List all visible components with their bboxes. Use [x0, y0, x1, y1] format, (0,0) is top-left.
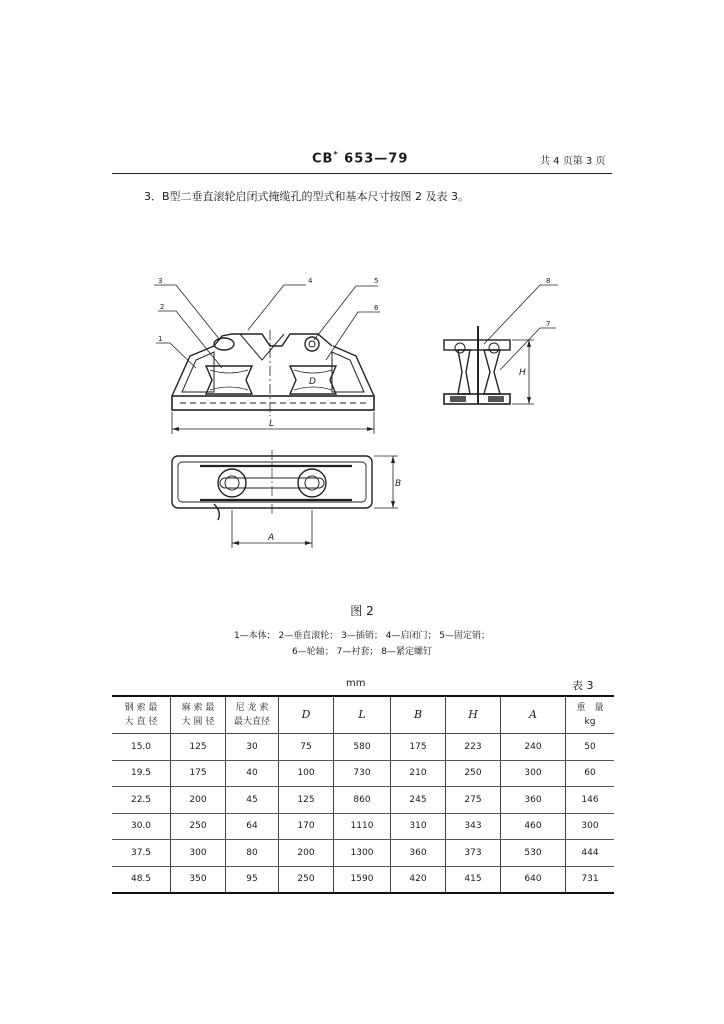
callout-5: 5	[374, 277, 379, 285]
table-row	[112, 787, 614, 814]
table-cell: 64	[226, 813, 279, 840]
table-number: 表 3	[572, 679, 594, 692]
table-cell: 343	[446, 813, 501, 840]
table-row	[112, 760, 614, 787]
table-cell: 175	[171, 760, 226, 787]
table-cell: 223	[446, 734, 501, 761]
table-cell: 200	[171, 787, 226, 814]
table-cell: 75	[279, 734, 334, 761]
table-cell: 80	[226, 840, 279, 867]
table-cell: 45	[226, 787, 279, 814]
col-H: H	[446, 696, 501, 734]
table-cell: 360	[501, 787, 566, 814]
plan-view	[172, 450, 398, 548]
table-cell: 146	[566, 787, 615, 814]
dim-label-B: B	[395, 479, 402, 489]
col-weight: 重 量 kg	[576, 703, 604, 727]
table-cell: 730	[334, 760, 391, 787]
table-cell: 373	[446, 840, 501, 867]
dim-label-D: D	[309, 377, 316, 387]
table-cell: 250	[171, 813, 226, 840]
table-cell: 860	[334, 787, 391, 814]
callout-3: 3	[158, 277, 163, 285]
table-row	[112, 813, 614, 840]
standard-number: CB* 653—79	[312, 150, 409, 167]
dim-label-L: L	[269, 419, 275, 429]
front-view	[154, 285, 380, 434]
callout-6: 6	[374, 304, 379, 312]
table-cell: 245	[391, 787, 446, 814]
table-cell: 95	[226, 866, 279, 893]
table-cell: 275	[446, 787, 501, 814]
table-cell: 15.0	[112, 734, 171, 761]
col-D: D	[279, 696, 334, 734]
table-cell: 1590	[334, 866, 391, 893]
table-cell: 310	[391, 813, 446, 840]
table-cell: 250	[446, 760, 501, 787]
table-cell: 170	[279, 813, 334, 840]
table-cell: 580	[334, 734, 391, 761]
table-cell: 1300	[334, 840, 391, 867]
side-view	[444, 285, 558, 404]
table-cell: 37.5	[112, 840, 171, 867]
table-cell: 530	[501, 840, 566, 867]
callout-8: 8	[546, 277, 551, 285]
dim-label-A: A	[268, 533, 275, 543]
callout-1: 1	[158, 335, 163, 343]
col-nylon-rope: 尼 龙 索 最大直径	[226, 696, 279, 734]
table-cell: 50	[566, 734, 615, 761]
figure-caption: 图 2	[350, 604, 374, 618]
table-cell: 300	[171, 840, 226, 867]
col-A: A	[501, 696, 566, 734]
table-cell: 300	[501, 760, 566, 787]
dimension-table	[112, 695, 614, 894]
table-cell: 420	[391, 866, 446, 893]
table-cell: 125	[171, 734, 226, 761]
table-cell: 300	[566, 813, 615, 840]
table-cell: 60	[566, 760, 615, 787]
table-cell: 48.5	[112, 866, 171, 893]
dim-label-H: H	[519, 368, 526, 378]
figure-legend-line-2: 6—轮轴； 7—衬套； 8—紧定螺钉	[292, 647, 432, 657]
figure-legend-line-1: 1—本体； 2—垂直滚轮； 3—插销； 4—启闭门； 5—固定销；	[233, 631, 491, 641]
table-cell: 360	[391, 840, 446, 867]
table-cell: 444	[566, 840, 615, 867]
table-cell: 731	[566, 866, 615, 893]
col-B: B	[391, 696, 446, 734]
callout-2: 2	[160, 303, 165, 311]
callout-7: 7	[546, 320, 551, 328]
col-hemp-rope: 麻 索 最 大 圆 径	[171, 696, 226, 734]
table-row	[112, 840, 614, 867]
table-cell: 30.0	[112, 813, 171, 840]
table-cell: 19.5	[112, 760, 171, 787]
table-cell: 40	[226, 760, 279, 787]
table-cell: 460	[501, 813, 566, 840]
table-cell: 1110	[334, 813, 391, 840]
table-cell: 30	[226, 734, 279, 761]
table-row	[112, 734, 614, 761]
table-cell: 175	[391, 734, 446, 761]
table-cell: 100	[279, 760, 334, 787]
page-info: 共 4 页第 3 页	[540, 156, 606, 167]
section-paragraph: 3．B型二垂直滚轮启闭式掩缆孔的型式和基本尺寸按图 2 及表 3。	[144, 190, 470, 203]
table-cell: 640	[501, 866, 566, 893]
table-cell: 240	[501, 734, 566, 761]
table-cell: 415	[446, 866, 501, 893]
table-cell: 250	[279, 866, 334, 893]
table-row	[112, 866, 614, 893]
table-cell: 350	[171, 866, 226, 893]
col-L: L	[334, 696, 391, 734]
table-unit: mm	[346, 678, 366, 689]
col-steel-rope: 钢 索 最 大 直 径	[112, 696, 171, 734]
table-cell: 210	[391, 760, 446, 787]
table-cell: 22.5	[112, 787, 171, 814]
table-cell: 200	[279, 840, 334, 867]
table-cell: 125	[279, 787, 334, 814]
callout-4: 4	[308, 277, 313, 285]
table-header-row	[112, 696, 614, 734]
